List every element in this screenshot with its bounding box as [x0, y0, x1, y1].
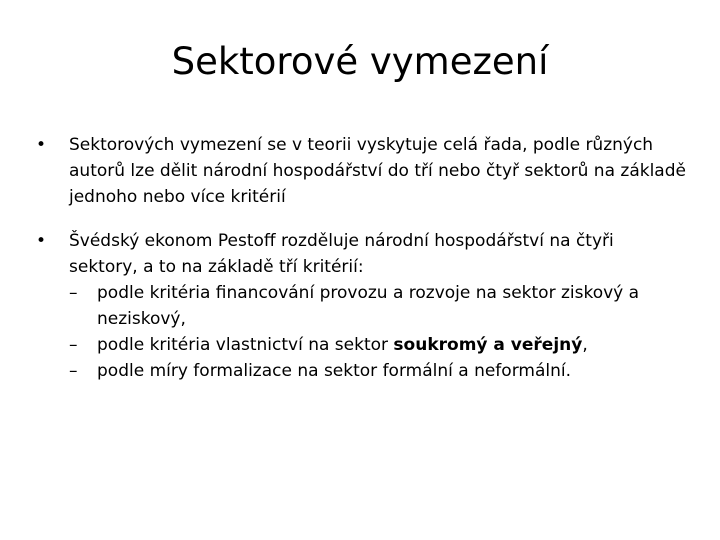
bullet-text: Švédský ekonom Pestoff rozděluje národní hospodářství na čtyři sektory, a to na základě tří kritérií:	[69, 231, 614, 277]
sub-bullet-marker: –	[69, 283, 78, 303]
slide-title: Sektorové vymezení	[171, 40, 549, 83]
sub-bullet-marker: –	[69, 361, 78, 381]
sub-bullet-text: podle míry formalizace na sektor formální a neformální.	[97, 361, 571, 381]
sub-bullet-item	[69, 280, 686, 332]
sub-bullet-item	[69, 332, 686, 358]
sub-bullet-text: podle kritéria financování provozu a rozvoje na sektor ziskový a neziskový,	[97, 283, 640, 329]
sub-bullet-text-before: podle kritéria vlastnictví na sektor	[97, 335, 394, 355]
sub-bullet-list	[69, 280, 686, 384]
sub-bullet-item	[69, 358, 686, 384]
bullet-text: Sektorových vymezení se v teorii vyskytuje celá řada, podle různých autorů lze dělit národní hospodářství do tří nebo čtyř sektorů na základě jednoho nebo více kritérií	[69, 135, 686, 207]
bullet-marker: •	[36, 135, 47, 155]
sub-bullet-text-after: ,	[582, 335, 588, 355]
slide-body	[36, 132, 686, 402]
sub-bullet-marker: –	[69, 335, 78, 355]
bullet-item	[36, 132, 686, 210]
bullet-marker: •	[36, 231, 47, 251]
bullet-item	[36, 228, 686, 384]
sub-bullet-text-bold: soukromý a veřejný	[393, 335, 583, 355]
